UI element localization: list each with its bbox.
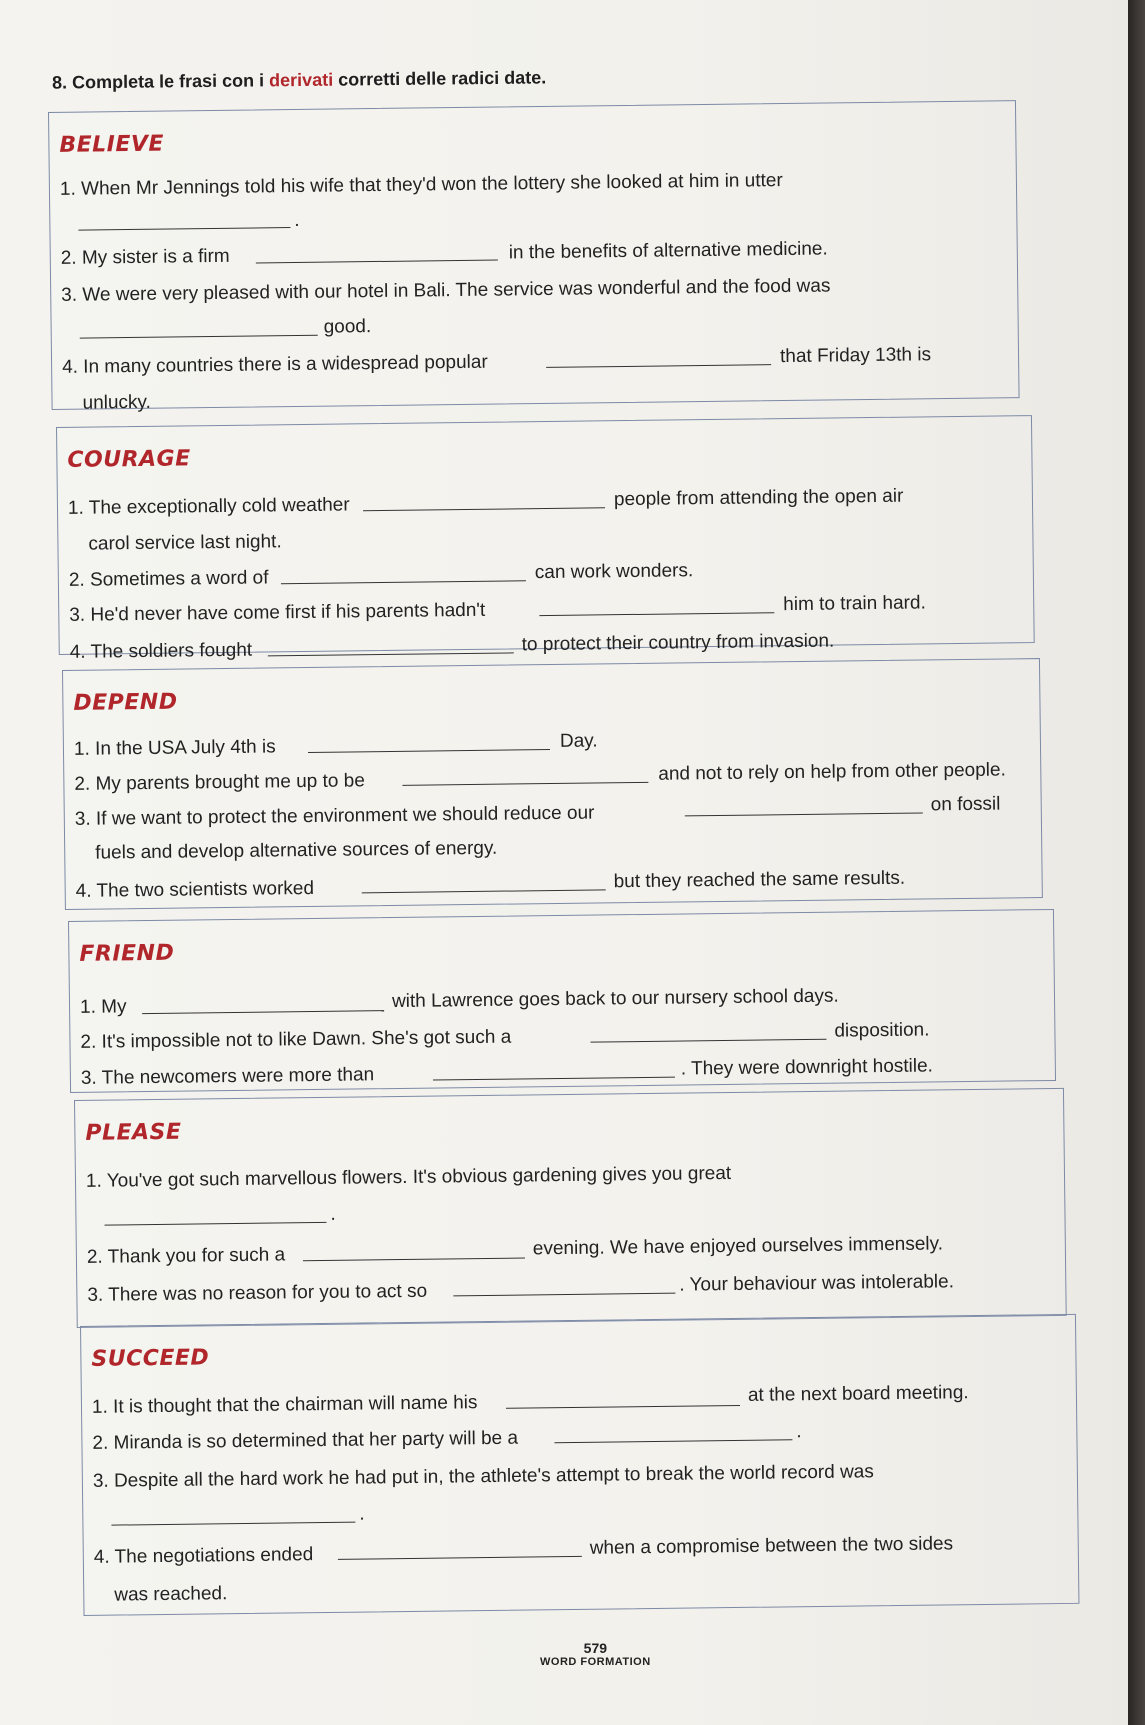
answer-blank[interactable] [303,1258,525,1262]
answer-blank[interactable] [433,1077,675,1081]
sentence-line: 3. The newcomers were more than [80,1064,375,1089]
answer-blank[interactable] [362,889,606,893]
sentence-line: 3. There was no reason for you to act so [87,1280,428,1306]
answer-blank[interactable] [402,782,648,786]
title-end: corretti delle radici date. [338,67,547,90]
section-believe [48,100,1020,414]
sentence-line: can work wonders. [534,560,694,584]
sentence-line: 2. Miranda is so determined that her party will be a [92,1427,519,1454]
sentence-line: 3. He'd never have come first if his parents hadn't [69,599,486,626]
sentence-line: 4. The negotiations ended [93,1544,314,1568]
section-title: PLEASE [85,1119,182,1146]
section-courage [56,415,1035,663]
sentence-line: 4. In many countries there is a widespread popular [61,351,488,378]
sentence-line: fuels and develop alternative sources of energy. [95,837,498,864]
sentence-line: Day. [559,730,598,752]
sentence-line: in the benefits of alternative medicine. [508,238,828,264]
sentence-line: 3. We were very pleased with our hotel in Bali. The service was wonderful and the food was [61,275,831,306]
sentence-line: 1. My [79,996,127,1018]
section-title: DEPEND [73,689,178,716]
answer-blank[interactable] [142,1010,384,1014]
book-binding [1128,0,1145,1725]
exercise-number: 8. [51,72,68,93]
answer-blank[interactable] [268,652,514,656]
sentence-line: on fossil [930,793,1001,816]
answer-blank[interactable] [546,364,771,368]
exercise-title [52,67,546,93]
answer-blank[interactable] [338,1556,582,1560]
sentence-line: carol service last night. [88,531,282,555]
sentence-line: and not to rely on help from other people. [658,759,1006,785]
sentence-line: to protect their country from invasion. [521,630,835,656]
section-title: FRIEND [79,940,175,967]
answer-blank[interactable] [506,1405,740,1409]
sentence-line: evening. We have enjoyed ourselves immensely. [532,1233,944,1260]
sentence-line: disposition. [834,1019,930,1042]
sentence-line: . [330,1203,336,1225]
sentence-line: with Lawrence goes back to our nursery school days. [391,985,839,1013]
sentence-line: him to train hard. [783,592,926,616]
answer-blank[interactable] [591,1039,827,1043]
section-name: WORD FORMATION [540,1656,651,1668]
section-title: BELIEVE [59,131,165,158]
sentence-line: was reached. [114,1583,228,1606]
answer-blank[interactable] [453,1293,675,1297]
page-number: 579 [583,1640,608,1656]
sentence-line: 2. Sometimes a word of [68,567,269,591]
sentence-line: 1. When Mr Jennings told his wife that they'd won the lottery she looked at him in utter [59,170,783,200]
section-depend [62,658,1043,910]
title-accent: derivati [269,69,334,91]
section-title: SUCCEED [91,1345,210,1372]
section-succeed [80,1314,1079,1616]
sentence-line: . Your behaviour was intolerable. [679,1271,955,1296]
section-friend [68,909,1056,1093]
answer-blank[interactable] [111,1522,355,1526]
sentence-line: . They were downright hostile. [680,1055,934,1080]
answer-blank[interactable] [685,812,923,816]
sentence-line: unlucky. [82,391,151,414]
sentence-line: . [359,1503,365,1525]
sentence-line: 3. If we want to protect the environment we should reduce our [74,802,595,830]
answer-blank[interactable] [105,1222,327,1226]
answer-blank[interactable] [78,227,290,231]
sentence-line: 2. My parents brought me up to be [74,770,365,795]
answer-blank[interactable] [554,1439,792,1443]
answer-blank[interactable] [256,260,498,264]
section-please [74,1088,1067,1328]
answer-blank[interactable] [363,507,605,511]
sentence-line: 2. Thank you for such a [86,1244,286,1268]
sentence-line: when a compromise between the two sides [589,1533,954,1559]
sentence-line: 1. It is thought that the chairman will name his [91,1392,478,1418]
sentence-line: . [294,209,300,231]
sentence-line: 2. My sister is a firm [60,245,230,269]
sentence-line: 1. You've got such marvellous flowers. It's obvious gardening gives you great [85,1162,732,1192]
sentence-line: 4. The soldiers fought [69,639,253,663]
sentence-line: 2. It's impossible not to like Dawn. She's got such a [80,1026,512,1053]
answer-blank[interactable] [539,612,774,616]
answer-blank[interactable] [281,580,526,584]
sentence-line: that Friday 13th is [779,344,932,368]
sentence-line: . [796,1421,802,1443]
sentence-line: at the next board meeting. [747,1382,969,1406]
sentence-line: 4. The two scientists worked [75,877,315,902]
section-title: COURAGE [67,446,191,473]
sentence-line: good. [323,316,372,338]
answer-blank[interactable] [308,749,550,753]
answer-blank[interactable] [80,335,318,339]
sentence-line: 3. Despite all the hard work he had put in, the athlete's attempt to break the world record was [92,1461,874,1492]
sentence-line: but they reached the same results. [613,867,906,893]
title-start: Completa le frasi con i [71,70,265,93]
sentence-line: 1. In the USA July 4th is [73,736,276,760]
page-footer [540,1640,651,1668]
sentence-line: 1. The exceptionally cold weather [67,494,350,519]
sentence-line: people from attending the open air [613,485,904,511]
